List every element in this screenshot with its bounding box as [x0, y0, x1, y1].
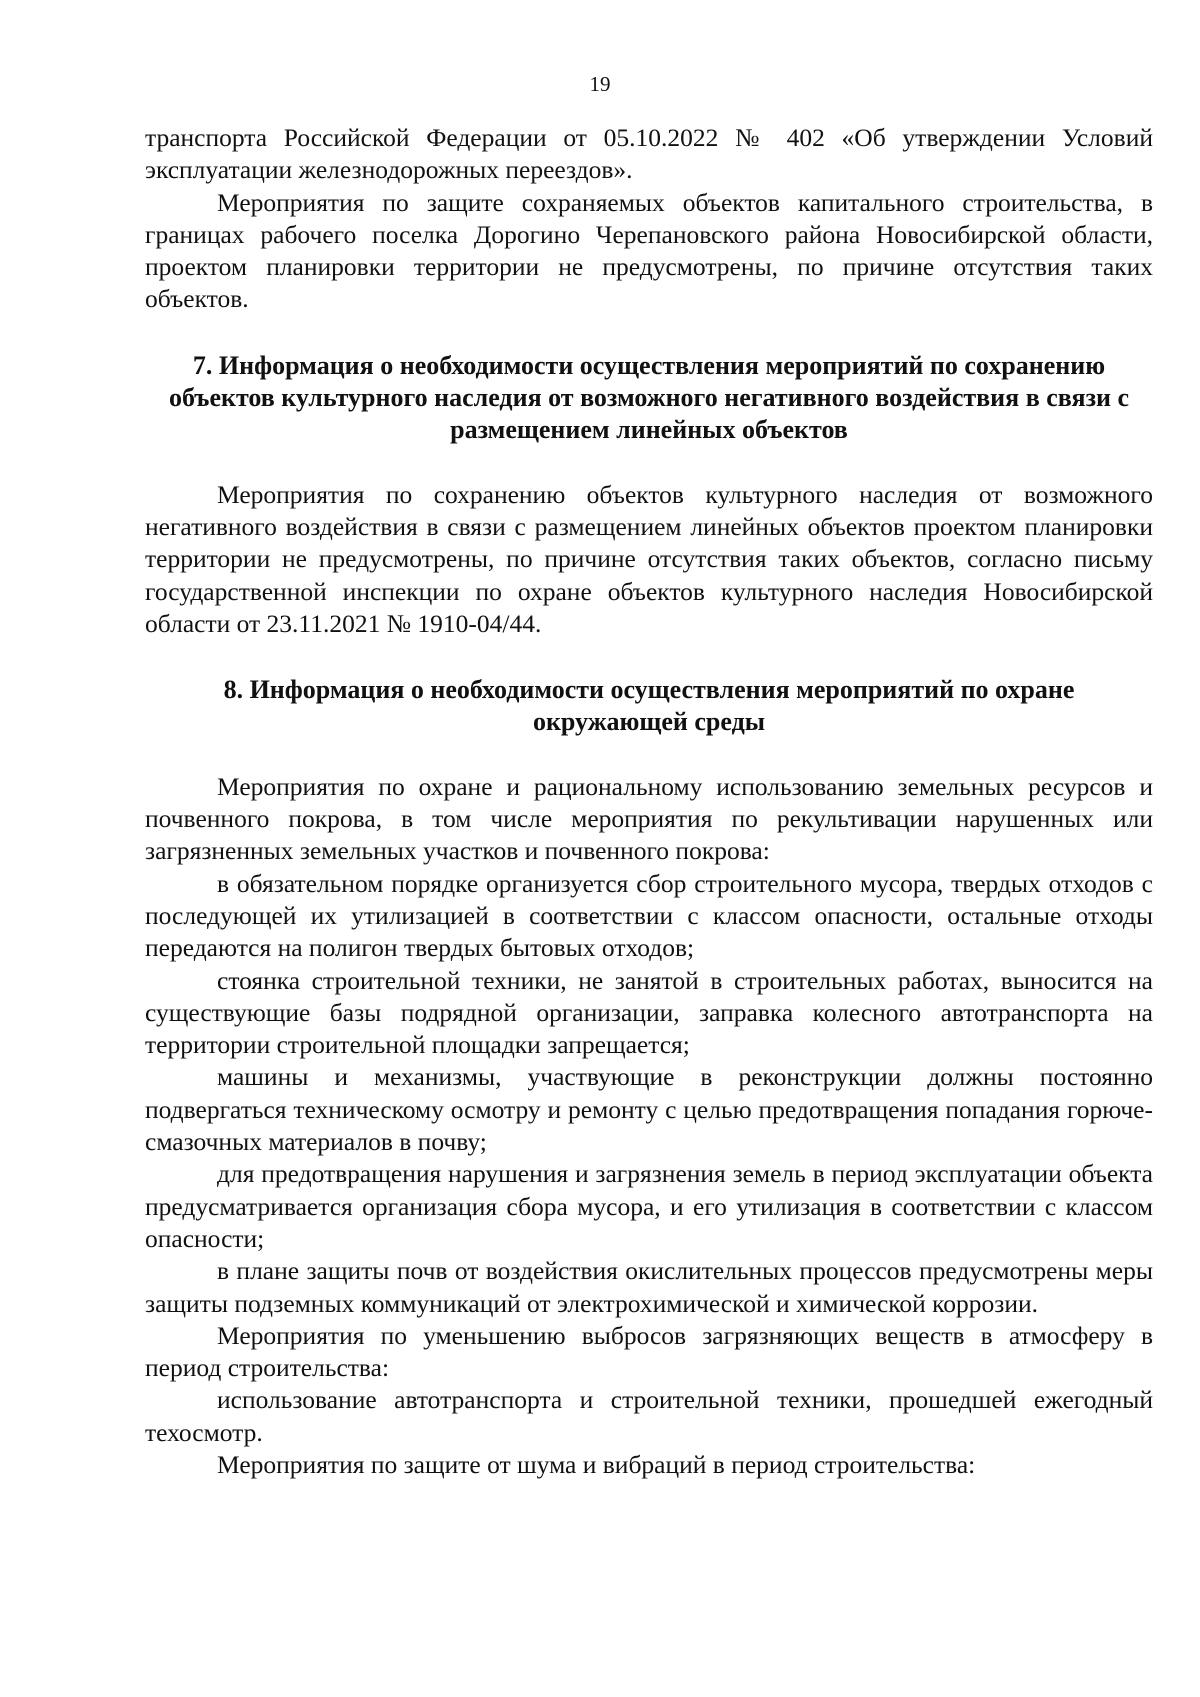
- section-8-paragraph-land-resources: Мероприятия по охране и рациональному использованию земельных ресурсов и почвенного покрова, в том числе мероприятия по рекультивации нарушенных или загрязненных земельных участков и почвенного покрова:: [145, 771, 1153, 866]
- section-8-item-vehicle-inspection: использование автотранспорта и строительной техники, прошедшей ежегодный техосмотр.: [145, 1385, 1153, 1447]
- section-8-item-machinery-inspection: машины и механизмы, участвующие в реконструкции должны постоянно подвергаться техническому осмотру и ремонту с целью предотвращения попадания горюче-смазочных материалов в почву;: [145, 1062, 1153, 1157]
- section-7-paragraph: Мероприятия по сохранению объектов культурного наследия от возможного негативного воздействия в связи с размещением линейных объектов проектом планировки территории не предусмотрены, по причине отсутствия таких объектов, согласно письму государственной инспекции по охране объектов культурного наследия Новосибирской области от 23.11.2021 № 1910-04/44.: [145, 479, 1153, 638]
- section-8-item-corrosion-protection: в плане защиты почв от воздействия окислительных процессов предусмотрены меры защиты подземных коммуникаций от электрохимической и химической коррозии.: [145, 1256, 1153, 1318]
- section-8-item-equipment-parking: стоянка строительной техники, не занятой в строительных работах, выносится на существующие базы подрядной организации, заправка колесного автотранспорта на территории строительной площадки запрещается;: [145, 965, 1153, 1060]
- document-body: [145, 122, 1153, 1481]
- section-8-heading: 8. Информация о необходимости осуществления мероприятий по охране окружающей среды: [223, 675, 1075, 737]
- section-8-paragraph-emissions: Мероприятия по уменьшению выбросов загрязняющих веществ в атмосферу в период строительства:: [145, 1320, 1153, 1383]
- section-8-item-waste-collection: в обязательном порядке организуется сбор строительного мусора, твердых отходов с последующей их утилизацией в соответствии с классом опасности, остальные отходы передаются на полигон твердых бытовых отходов;: [145, 868, 1153, 963]
- section-8-item-land-protection: для предотвращения нарушения и загрязнения земель в период эксплуатации объекта предусматривается организация сбора мусора, и его утилизация в соответствии с классом опасности;: [145, 1159, 1153, 1253]
- paragraph-continuation: транспорта Российской Федерации от 05.10.2022 № 402 «Об утверждении Условий эксплуатации железнодорожных переездов».: [145, 123, 1153, 185]
- section-7-heading: 7. Информация о необходимости осуществления мероприятий по сохранению объектов культурного наследия от возможного негативного воздействия в связи с размещением линейных объектов: [168, 350, 1130, 445]
- page-number: 19: [589, 72, 611, 96]
- paragraph-capital-construction: Мероприятия по защите сохраняемых объектов капитального строительства, в границах рабочего поселка Дорогино Черепановского района Новосибирской области, проектом планировки территории не предусмотрены, по причине отсутствия таких объектов.: [145, 187, 1153, 314]
- section-8-paragraph-noise: Мероприятия по защите от шума и вибраций в период строительства:: [217, 1449, 976, 1479]
